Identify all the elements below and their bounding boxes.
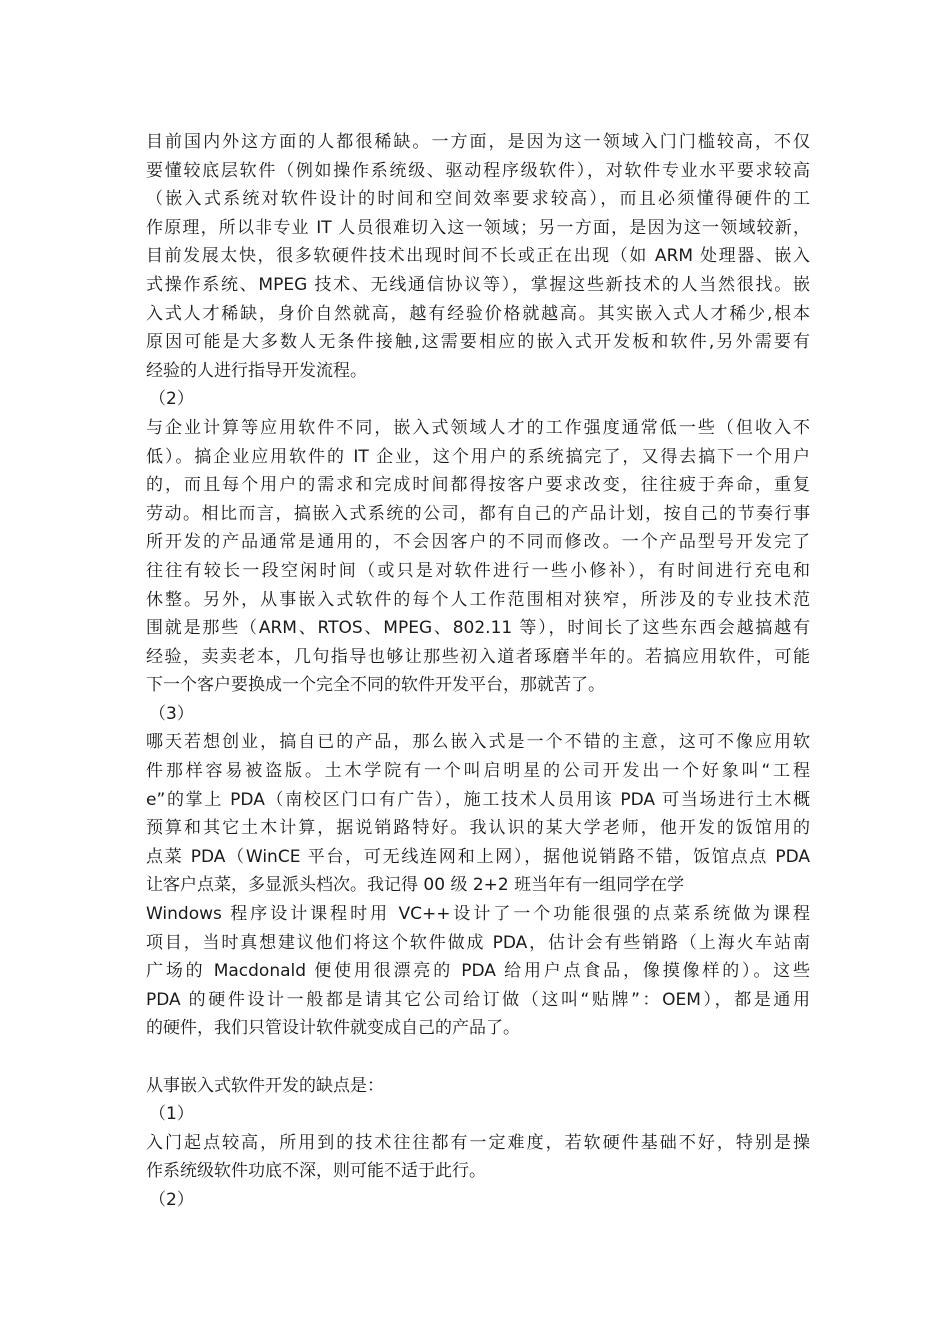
text-line: 与企业计算等应用软件不同，嵌入式领域人才的工作强度通常低一些（但收入不 xyxy=(146,417,810,438)
text-line: 入门起点较高，所用到的技术往往都有一定难度，若软硬件基础不好，特别是操 xyxy=(146,1132,810,1153)
text-line: 预算和其它土木计算，据说销路特好。我认识的某大学老师，他开发的饭馆用的 xyxy=(146,818,810,839)
text-line: 哪天若想创业，搞自已的产品，那么嵌入式是一个不错的主意，这可不像应用软 xyxy=(146,732,810,753)
document-body xyxy=(146,128,810,1215)
text-line: 的，而且每个用户的需求和完成时间都得按客户要求改变，往往疲于奔命，重复 xyxy=(146,475,810,496)
text-line: 低）。搞企业应用软件的 IT 企业，这个用户的系统搞完了，又得去搞下一个用户 xyxy=(146,446,810,467)
text-line: 原因可能是大多数人无条件接触,这需要相应的嵌入式开发板和软件,另外需要有 xyxy=(146,332,810,353)
text-line: 目前发展太快，很多软硬件技术出现时间不长或正在出现（如 ARM 处理器、嵌入 xyxy=(146,246,810,267)
text-line: 件那样容易被盗版。土木学院有一个叫启明星的公司开发出一个好象叫“工程 xyxy=(146,761,810,782)
text-line: （嵌入式系统对软件设计的时间和空间效率要求较高），而且必须懂得硬件的工 xyxy=(146,189,810,210)
text-line: 广场的 Macdonald 便使用很漂亮的 PDA 给用户点食品，像摸像样的）。这些 xyxy=(146,961,810,982)
text-line: 下一个客户要换成一个完全不同的软件开发平台，那就苦了。 xyxy=(146,675,605,696)
section-marker: （3） xyxy=(149,703,194,724)
text-line: 围就是那些（ARM、RTOS、MPEG、802.11 等），时间长了这些东西会越搞越有 xyxy=(146,618,810,639)
text-line: Windows 程序设计课程时用 VC++设计了一个功能很强的点菜系统做为课程 xyxy=(146,904,810,925)
text-line: 休整。另外，从事嵌入式软件的每个人工作范围相对狭窄，所涉及的专业技术范 xyxy=(146,589,810,610)
text-line: 式操作系统、MPEG 技术、无线通信协议等），掌握这些新技术的人当然很找。嵌 xyxy=(146,274,810,295)
blank-line xyxy=(146,1043,810,1072)
text-line: 点菜 PDA（WinCE 平台，可无线连网和上网），据他说销路不错，饭馆点点 PDA xyxy=(146,846,810,867)
text-line: 让客户点菜，多显派头档次。我记得 00 级 2+2 班当年有一组同学在学 xyxy=(146,875,685,896)
text-line: e”的掌上 PDA（南校区门口有广告），施工技术人员用该 PDA 可当场进行土木概 xyxy=(146,789,810,810)
text-line: 作原理，所以非专业 IT 人员很难切入这一领域；另一方面，是因为这一领域较新， xyxy=(146,217,810,238)
section-marker: （1） xyxy=(149,1104,194,1125)
text-line: 作系统级软件功底不深，则可能不适于此行。 xyxy=(146,1161,486,1182)
text-line: 项目，当时真想建议他们将这个软件做成 PDA，估计会有些销路（上海火车站南 xyxy=(146,932,810,953)
section-marker: （2） xyxy=(149,1189,194,1210)
text-line: 要懂较底层软件（例如操作系统级、驱动程序级软件），对软件专业水平要求较高 xyxy=(146,160,810,181)
text-line: 劳动。相比而言，搞嵌入式系统的公司，都有自己的产品计划，按自己的节奏行事 xyxy=(146,503,810,524)
text-line: 往往有较长一段空闲时间（或只是对软件进行一些小修补），有时间进行充电和 xyxy=(146,560,810,581)
text-line: 目前国内外这方面的人都很稀缺。一方面，是因为这一领域入门门槛较高，不仅 xyxy=(146,132,810,152)
text-line: 从事嵌入式软件开发的缺点是： xyxy=(146,1075,384,1096)
text-line: 经验，卖卖老本，几句指导也够让那些初入道者琢磨半年的。若搞应用软件，可能 xyxy=(146,646,810,667)
text-line: 经验的人进行指导开发流程。 xyxy=(146,360,367,381)
text-line: 的硬件，我们只管设计软件就变成自己的产品了。 xyxy=(146,1018,520,1039)
text-line: 入式人才稀缺，身价自然就高，越有经验价格就越高。其实嵌入式人才稀少,根本 xyxy=(146,303,810,324)
text-line: PDA 的硬件设计一般都是请其它公司给订做（这叫“贴牌”：OEM），都是通用 xyxy=(146,989,810,1010)
section-marker: （2） xyxy=(149,389,194,410)
text-line: 所开发的产品通常是通用的，不会因客户的不同而修改。一个产品型号开发完了 xyxy=(146,532,810,553)
